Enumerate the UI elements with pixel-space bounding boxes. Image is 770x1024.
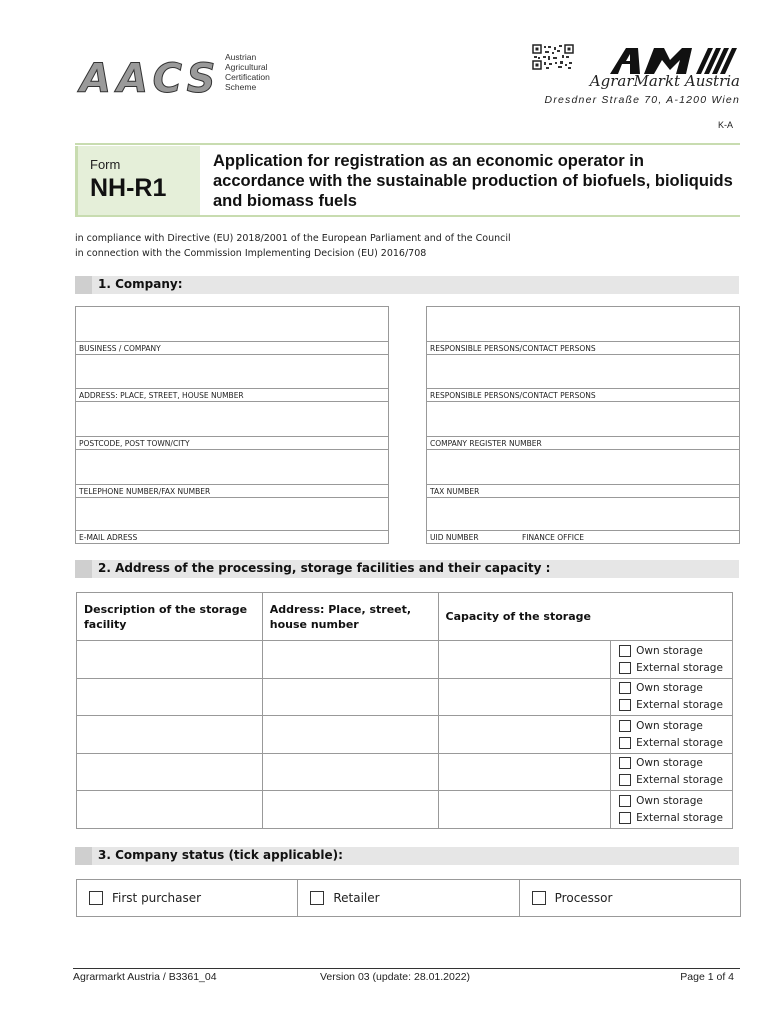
external-storage-option[interactable]: External storage bbox=[611, 772, 732, 789]
capacity-cell[interactable] bbox=[438, 753, 611, 791]
storage-type-cell bbox=[611, 641, 733, 679]
footer-document-id: Agrarmarkt Austria / B3361_04 bbox=[73, 971, 217, 983]
checkbox[interactable] bbox=[619, 682, 631, 694]
external-storage-option[interactable]: External storage bbox=[611, 734, 732, 751]
footer-page-number: Page 1 of 4 bbox=[680, 971, 734, 983]
checkbox[interactable] bbox=[619, 812, 631, 824]
own-storage-option[interactable]: Own storage bbox=[611, 642, 732, 659]
contact-person-field-2[interactable]: RESPONSIBLE PERSONS/CONTACT PERSONS bbox=[427, 355, 739, 402]
postcode-field[interactable]: POSTCODE, POST TOWN/CITY bbox=[76, 402, 388, 450]
description-cell[interactable] bbox=[77, 678, 263, 716]
address-cell[interactable] bbox=[262, 716, 438, 754]
company-status-options bbox=[76, 879, 741, 917]
checkbox[interactable] bbox=[619, 699, 631, 711]
col-description-header: Description of the storage facility bbox=[77, 593, 263, 641]
address-cell[interactable] bbox=[262, 678, 438, 716]
company-fields-left bbox=[75, 306, 389, 544]
storage-type-cell bbox=[611, 791, 733, 829]
capacity-cell[interactable] bbox=[438, 716, 611, 754]
checkbox[interactable] bbox=[619, 774, 631, 786]
uid-number-field[interactable] bbox=[427, 498, 739, 543]
qr-code-icon bbox=[532, 44, 574, 70]
checkbox[interactable] bbox=[619, 645, 631, 657]
own-storage-option[interactable]: Own storage bbox=[611, 755, 732, 772]
address-cell[interactable] bbox=[262, 753, 438, 791]
ama-logo-text: AgrarMarkt Austria bbox=[589, 72, 740, 90]
processor-option[interactable]: Processor bbox=[520, 880, 740, 916]
table-row bbox=[77, 716, 733, 754]
capacity-cell[interactable] bbox=[438, 641, 611, 679]
storage-type-cell bbox=[611, 678, 733, 716]
form-id-box bbox=[75, 146, 200, 216]
checkbox[interactable] bbox=[619, 720, 631, 732]
own-storage-option[interactable]: Own storage bbox=[611, 717, 732, 734]
address-cell[interactable] bbox=[262, 641, 438, 679]
email-field[interactable]: E-MAIL ADRESS bbox=[76, 498, 388, 543]
form-label: Form bbox=[90, 157, 121, 172]
first-purchaser-option[interactable]: First purchaser bbox=[77, 880, 298, 916]
form-title: Application for registration as an economic operator in accordance with the sustainable production of biofuels, bioliquids and biomass fuels bbox=[213, 152, 733, 210]
title-rule-top bbox=[75, 143, 740, 145]
tax-number-field[interactable]: TAX NUMBER bbox=[427, 450, 739, 498]
section-1-heading: 1. Company: bbox=[75, 276, 739, 294]
telephone-field[interactable]: TELEPHONE NUMBER/FAX NUMBER bbox=[76, 450, 388, 498]
checkbox[interactable] bbox=[619, 662, 631, 674]
form-code: NH-R1 bbox=[90, 174, 167, 202]
own-storage-option[interactable]: Own storage bbox=[611, 680, 732, 697]
table-row bbox=[77, 641, 733, 679]
ama-address: Dresdner Straße 70, A-1200 Wien bbox=[544, 94, 740, 106]
address-cell[interactable] bbox=[262, 791, 438, 829]
col-address-header: Address: Place, street, house number bbox=[262, 593, 438, 641]
table-row bbox=[77, 753, 733, 791]
business-company-field[interactable]: BUSINESS / COMPANY bbox=[76, 307, 388, 355]
title-rule-bottom bbox=[75, 215, 740, 217]
own-storage-option[interactable]: Own storage bbox=[611, 792, 732, 809]
uid-finance-labels: UID NUMBER FINANCE OFFICE bbox=[430, 533, 584, 542]
table-row bbox=[77, 791, 733, 829]
storage-type-cell bbox=[611, 716, 733, 754]
footer-version: Version 03 (update: 28.01.2022) bbox=[320, 971, 471, 983]
col-capacity-header: Capacity of the storage bbox=[438, 593, 732, 641]
aacs-logo bbox=[80, 52, 300, 102]
storage-type-cell bbox=[611, 753, 733, 791]
contact-person-field-1[interactable]: RESPONSIBLE PERSONS/CONTACT PERSONS bbox=[427, 307, 739, 355]
description-cell[interactable] bbox=[77, 641, 263, 679]
external-storage-option[interactable]: External storage bbox=[611, 809, 732, 826]
table-row bbox=[77, 678, 733, 716]
description-cell[interactable] bbox=[77, 753, 263, 791]
storage-table bbox=[76, 592, 733, 829]
external-storage-option[interactable]: External storage bbox=[611, 697, 732, 714]
checkbox[interactable] bbox=[310, 891, 324, 905]
description-cell[interactable] bbox=[77, 716, 263, 754]
aacs-logo-text: Austrian Agricultural Certification Scheme bbox=[225, 52, 270, 92]
retailer-option[interactable]: Retailer bbox=[298, 880, 519, 916]
capacity-cell[interactable] bbox=[438, 678, 611, 716]
checkbox[interactable] bbox=[532, 891, 546, 905]
checkbox[interactable] bbox=[619, 757, 631, 769]
company-fields-right bbox=[426, 306, 740, 544]
checkbox[interactable] bbox=[619, 795, 631, 807]
company-register-field[interactable]: COMPANY REGISTER NUMBER bbox=[427, 402, 739, 450]
footer-rule bbox=[73, 968, 740, 969]
section-2-heading: 2. Address of the processing, storage facilities and their capacity : bbox=[75, 560, 739, 578]
document-code: K-A bbox=[717, 120, 733, 130]
capacity-cell[interactable] bbox=[438, 791, 611, 829]
checkbox[interactable] bbox=[89, 891, 103, 905]
external-storage-option[interactable]: External storage bbox=[611, 659, 732, 676]
address-field[interactable]: ADDRESS: PLACE, STREET, HOUSE NUMBER bbox=[76, 355, 388, 402]
section-3-heading: 3. Company status (tick applicable): bbox=[75, 847, 739, 865]
description-cell[interactable] bbox=[77, 791, 263, 829]
compliance-text: in compliance with Directive (EU) 2018/2001 of the European Parliament and of the Council in connection with the Commission Implementing Decision (EU) 2016/708 bbox=[75, 233, 511, 259]
checkbox[interactable] bbox=[619, 737, 631, 749]
ama-logo-icon bbox=[590, 44, 740, 74]
aacs-logo-letters: AACS bbox=[80, 56, 222, 102]
